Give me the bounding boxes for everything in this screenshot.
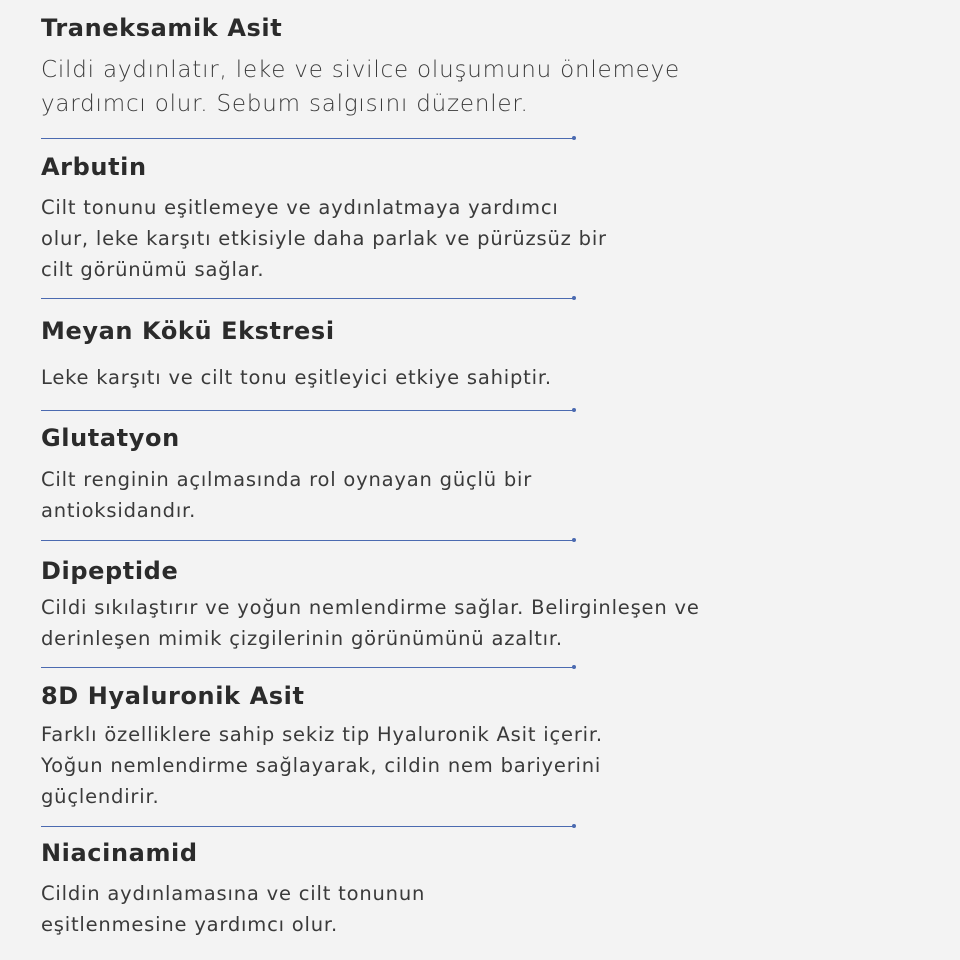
description-line: yardımcı olur. Sebum salgısını düzenler. [41,91,529,117]
description-line: antioksidandır. [41,499,197,522]
description-line: eşitlenmesine yardımcı olur. [41,913,338,936]
ingredient-title: Traneksamik Asit [41,14,283,42]
ingredient-item-dipeptide [41,556,761,654]
ingredient-title: Arbutin [41,153,147,181]
ingredient-item-glutatyon [41,423,761,526]
ingredient-item-8d-hyaluronik-asit [41,681,761,812]
ingredient-item-meyan-koku-ekstresi [41,316,761,393]
ingredient-description [41,592,761,654]
section-divider [41,138,573,139]
description-line: Cildi sıkılaştırır ve yoğun nemlendirme sağlar. Belirginleşen ve [41,596,700,619]
description-line: Cilt renginin açılmasında rol oynayan güçlü bir [41,468,533,491]
section-divider [41,667,573,668]
ingredient-description [41,878,761,940]
description-line: Farklı özelliklere sahip sekiz tip Hyaluronik Asit içerir. [41,723,603,746]
ingredient-title: Dipeptide [41,557,179,585]
section-divider [41,298,573,299]
section-divider [41,410,573,411]
ingredient-title: Niacinamid [41,839,198,867]
ingredient-title: 8D Hyaluronik Asit [41,682,305,710]
description-line: Leke karşıtı ve cilt tonu eşitleyici etkiye sahiptir. [41,366,552,389]
section-divider [41,826,573,827]
ingredient-title: Glutatyon [41,424,180,452]
description-line: cilt görünümü sağlar. [41,258,265,281]
section-divider [41,540,573,541]
ingredient-item-niacinamid [41,838,761,940]
description-line: Cildi aydınlatır, leke ve sivilce oluşumunu önlemeye [41,57,680,83]
description-line: Cilt tonunu eşitlemeye ve aydınlatmaya yardımcı [41,196,559,219]
ingredient-title: Meyan Kökü Ekstresi [41,317,335,345]
ingredient-item-traneksamik-asit [41,13,761,121]
description-line: derinleşen mimik çizgilerinin görünümünü azaltır. [41,627,563,650]
description-line: Yoğun nemlendirme sağlayarak, cildin nem bariyerini [41,754,602,777]
ingredient-description [41,53,761,121]
ingredient-description [41,719,761,812]
ingredient-description [41,192,761,285]
description-line: olur, leke karşıtı etkisiyle daha parlak ve pürüzsüz bir [41,227,607,250]
description-line: Cildin aydınlamasına ve cilt tonunun [41,882,426,905]
ingredient-description [41,464,761,526]
description-line: güçlendirir. [41,785,160,808]
ingredient-description [41,362,761,393]
ingredient-item-arbutin [41,152,761,285]
